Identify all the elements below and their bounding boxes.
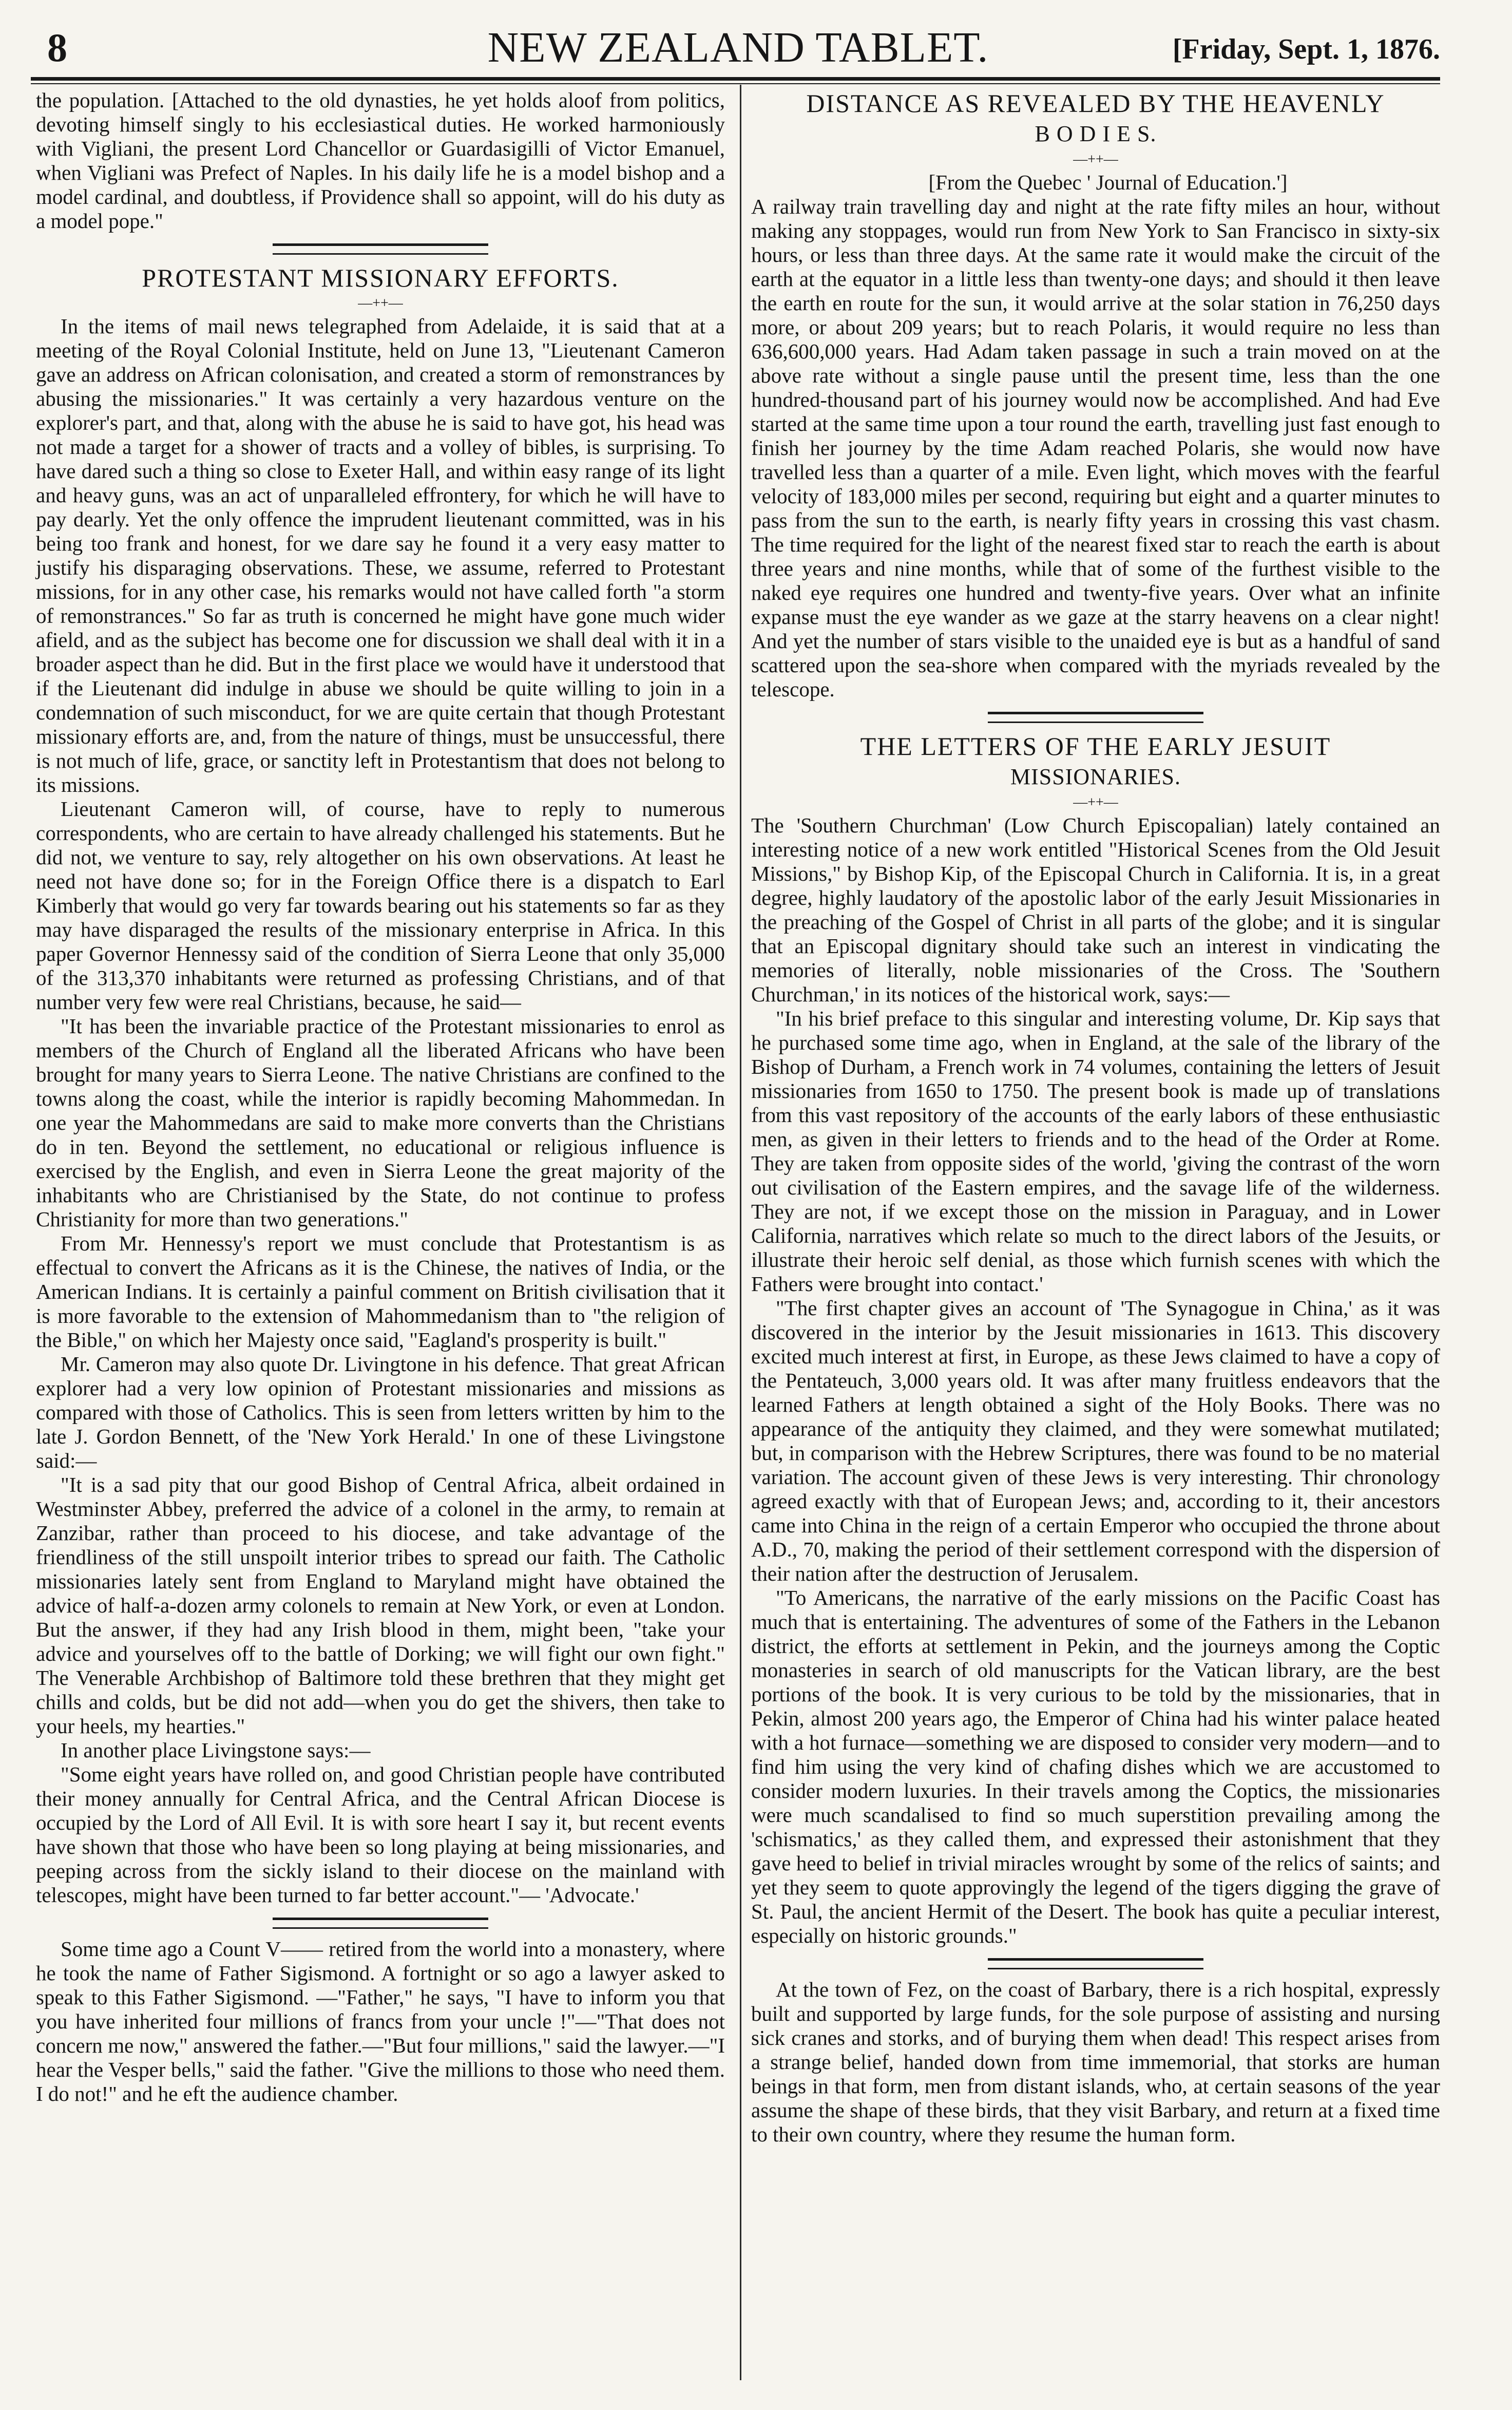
quoted-paragraph: "In his brief preface to this singular and interesting volume, Dr. Kip says that he purchased some time ago, when in England, at the sale of the library of the Bishop of Durham, a French work in 74 volumes, containing the letters of Jesuit missionaries from 1650 to 1750. The present book is made up of translations from this vast repository of the accounts of the early labors of these enthusiastic men, as given in their letters to friends and to the head of the Order at Rome. They are taken from opposite sides of the world, 'giving the contrast of the worn out civilisation of the Eastern empires, and the savage life of the wilderness. They are not, if we except those on the mission in Paraguay, and in Lower California, narratives which relate so much to the direct labors of the Jesuits, or illustrate their heroic self denial, as those which furnish scenes with which the Fathers were brought into contact.'	[751, 1007, 1440, 1296]
article-source: [From the Quebec ' Journal of Education.']	[928, 170, 1288, 194]
article-paragraph: Mr. Cameron may also quote Dr. Livingtone in his defence. That great African explorer had a very low opinion of Protestant missionaries and missions as compared with those of Catholics. This is seen from letters written by him to the late J. Gordon Bennett, of the 'New York Herald.' In one of these Livingstone said:—	[36, 1352, 725, 1472]
article-paragraph: In the items of mail news telegraphed from Adelaide, it is said that at a meeting of the Royal Colonial Institute, held on June 13, "Lieutenant Cameron gave an address on African colonisation, and created a storm of remonstrances by abusing the missionaries." It was certainly a very hazardous venture on the explorer's part, and that, along with the abuse he is said to have got, his head was not made a target for a shower of tracts and a volley of bibles, is surprising. To have dared such a thing so close to Exeter Hall, and within easy range of its light and heavy guns, was an act of unparalleled effrontery, for which he will have to pay dearly. Yet the only offence the imprudent lieutenant committed, was in his being too frank and honest, for we dare say he found it a very easy matter to justify his disparaging observations. These, we assume, referred to Protestant missions, for in any other case, his remarks would not have called forth "a storm of remonstrances." So far as truth is concerned he might have gone much wider afield, and as the subject has become one for discussion we shall deal with it in a broader aspect than he did. But in the first place we would have it understood that if the Lieutenant did indulge in abuse we should be quite willing to join in a condemnation of such misconduct, for we are quite certain that though Protestant missionary efforts are, and, from the nature of things, must be unsuccessful, there is not much of life, grace, or sanctity left in Protestantism that does not belong to its missions.	[36, 314, 725, 796]
article-jesuit-missionaries	[751, 731, 1440, 1948]
masthead	[36, 21, 1440, 69]
column-divider	[740, 85, 741, 2380]
article-paragraph: Some time ago a Count V—— retired from the world into a monastery, where he took the name of Father Sigismond. A fortnight or so ago a lawyer asked to speak to this Father Sigismond. —"Father," he says, "I have to inform you that you have inherited four millions of francs from your uncle !"—"That does not concern me now," answered the father.—"But four millions," said the lawyer.—"I hear the Vesper bells," said the father. "Give the millions to those who need them. I do not!" and he eft the audience chamber.	[36, 1937, 725, 2105]
quoted-paragraph: "It is a sad pity that our good Bishop of Central Africa, albeit ordained in Westminster Abbey, preferred the advice of a colonel in the army, to remain at Zanzibar, rather than proceed to his diocese, and take advantage of the friendliness of the still unspoilt interior tribes to spread our faith. The Catholic missionaries lately sent from England to Maryland might have obtained the advice of half-a-dozen army colonels to remain at New York, or even at London. But the answer, if they had any Irish blood in them, might been, "take your advice and yourselves off to the battle of Dorking; we will fight our own fight." The Venerable Archbishop of Baltimore told these brethren that they might get chills and colds, but be did not add—when you do get the shivers, then take to your heels, my hearties."	[36, 1473, 725, 1738]
section-separator	[988, 712, 1203, 723]
masthead-title: NEW ZEALAND TABLET.	[487, 24, 989, 71]
quoted-paragraph: "It has been the invariable practice of the Protestant missionaries to enrol as members of the Church of England all the liberated Africans who have been brought for many years to Sierra Leone. The native Christians are confined to the towns along the coast, while the interior is rapidly becoming Mahommedan. In one year the Mahommedans are said to make more converts than the Christians do in ten. Beyond the settlement, no educational or religious influence is exercised by the English, and even in Sierra Leone the great majority of the inhabitants who are Christianised by the State, do not continue to profess Christianity for more than two generations."	[36, 1014, 725, 1231]
section-separator	[273, 243, 488, 255]
article-paragraph: Lieutenant Cameron will, of course, have to reply to numerous correspondents, who are certain to have already challenged his statements. But he did not, we venture to say, rely altogether on his own observations. At least he need not have done so; for in the Foreign Office there is a dispatch to Earl Kimberly that would go very far towards bearing out his statements so far as they may have disparaged the results of the missionary enterprise in Africa. In this paper Governor Hennessy said of the condition of Sierra Leone that only 35,000 of the 313,370 inhabitants were returned as professing Christians, and of that number very few were real Christians, because, he said—	[36, 797, 725, 1014]
quoted-paragraph: "The first chapter gives an account of 'The Synagogue in China,' as it was discovered in the interior by the Jesuit missionaries in 1613. This discovery excited much interest at first, in Europe, as these Jews claimed to have a copy of the Pentateuch, 3,000 years old. It was after many fruitless endeavors that the learned Fathers at length obtained a sight of the Holy Books. There was no appearance of the antiquity they claimed, and they were somewhat mutilated; but, in comparison with the Hebrew Scriptures, there was found to be no material variation. The account given of these Jews is very interesting. Thir chronology agreed exactly with that of European Jews; and, according to it, their ancestors came into China in the reign of a certain Emperor who occupied the throne about A.D., 70, making the period of their settlement correspond with the dispersion of their nation after the destruction of Jerusalem.	[751, 1296, 1440, 1585]
article-heading: THE LETTERS OF THE EARLY JESUIT	[860, 732, 1331, 761]
article-paragraph: The 'Southern Churchman' (Low Church Episcopalian) lately contained an interesting notice of a new work entitled "Historical Scenes from the Old Jesuit Missions," by Bishop Kip, of the Episcopal Church in California. It is, in a great degree, highly laudatory of the apostolic labor of the early Jesuit Missionaries in the preaching of the Gospel of Christ in all parts of the globe; and it is singular that an Episcopal dignitary should take such an interest in vindicating the memories of literally, noble missionaries of the Cross. The 'Southern Churchman,' in its notices of the historical work, says:—	[751, 813, 1440, 1006]
heading-ornament: —++—	[1073, 794, 1118, 810]
section-separator	[988, 1958, 1203, 1969]
section-separator	[273, 1918, 488, 1929]
continued-paragraph: the population. [Attached to the old dynasties, he yet holds aloof from politics, devoting himself singly to his ecclesiastical duties. He worked harmoniously with Vigliani, the present Lord Chancellor or Guardasigilli of Victor Emanuel, when Vigliani was Prefect of Naples. In his daily life he is a model bishop and a model cardinal, and doubtless, if Providence shall so appoint, will do his duty as a model pope."	[36, 88, 725, 233]
quoted-paragraph: "To Americans, the narrative of the early missions on the Pacific Coast has much that is entertaining. The adventures of some of the Fathers in the Lebanon district, the efforts at settlement in Pekin, and the journeys among the Coptic monasteries in search of old manuscripts for the Vatican library, are the best portions of the book. It is very curious to be told by the missionaries, that in Pekin, almost 200 years ago, the Emperor of China had his winter palace heated with a hot furnace—something we are disposed to consider very modern—and to find him using the very kind of chafing dishes which we are accustomed to consider modern luxuries. In their travels among the Coptics, the missionaries were much scandalised to find so much superstition prevailing among the 'schismatics,' as they called them, and expressed their astonishment that they gave heed to belief in trivial miracles wrought by some of the relics of saints; and yet they seem to quote approvingly the legend of the tigers digging the grave of St. Paul, the ancient Hermit of the Desert. The book has quite a peculiar interest, especially on historic grounds."	[751, 1586, 1440, 1947]
right-column	[751, 88, 1440, 2147]
heading-ornament: —++—	[1073, 151, 1118, 167]
article-heading: DISTANCE AS REVEALED BY THE HEAVENLY	[806, 89, 1385, 118]
article-paragraph: At the town of Fez, on the coast of Barbary, there is a rich hospital, expressly built and supported by large funds, for the sole purpose of assisting and nursing sick cranes and storks, and of burying them when dead! This respect arises from a strange belief, handed down from time immemorial, that storks are human beings in that form, men from distant islands, who, at certain seasons of the year assume the shape of these birds, that they visit Barbary, and return at a fixed time to their own country, where they resume the human form.	[751, 1978, 1440, 2146]
left-column	[36, 88, 725, 2106]
issue-date: [Friday, Sept. 1, 1876.	[1172, 33, 1440, 65]
article-father-sigismond	[36, 1937, 725, 2106]
article-heading-line2: B O D I E S.	[1035, 121, 1157, 146]
article-paragraph: A railway train travelling day and night at the rate fifty miles an hour, without making any stoppages, would run from New York to San Francisco in sixty-six hours, or less than three days. At the same rate it would make the circuit of the earth at the equator in a little less than twenty-one days; and should it then leave the earth en route for the sun, it would arrive at the solar station in 76,250 days more, or about 209 years; but to reach Polaris, it would require no less than 636,600,000 years. Had Adam taken passage in such a train moved on at the above rate without a single pause until the present time, less than the one hundred-thousand part of his journey would now be accomplished. And had Eve started at the same time upon a tour round the earth, travelling just fast enough to finish her journey by the time Adam reached Polaris, she would now have travelled less than a quarter of a mile. Even light, which moves with the fearful velocity of 183,000 miles per second, requiring but eight and a quarter minutes to pass from the sun to the earth, is nearly fifty years in crossing this vast chasm. The time required for the light of the nearest fixed star to reach the earth is about three years and nine months, while that of some of the furthest visible to the naked eye requires one hundred and twenty-five years. Over what an infinite expanse must the eye wander as we gaze at the starry heavens on a clear night! And yet the number of stars visible to the unaided eye is but as a handful of sand scattered upon the sea-shore when compared with the myriads revealed by the telescope.	[751, 195, 1440, 701]
page-number: 8	[47, 25, 67, 70]
article-storks-of-fez	[751, 1978, 1440, 2147]
article-heading-line2: MISSIONARIES.	[1010, 764, 1181, 789]
article-paragraph: In another place Livingstone says:—	[61, 1738, 371, 1762]
article-distance-heavenly-bodies	[751, 88, 1440, 701]
header-rule	[31, 77, 1440, 81]
heading-ornament: —++—	[358, 295, 403, 311]
article-paragraph: From Mr. Hennessy's report we must conclude that Protestantism is as effectual to convert the Africans as it is the Chinese, the natives of India, or the American Indians. It is certainly a painful comment on British civilisation that it is more favorable to the extension of Mahommedanism than to "the religion of the Bible," on which her Majesty once said, "Eagland's prosperity is built."	[36, 1231, 725, 1352]
article-protestant-missionary-efforts	[36, 263, 725, 1907]
article-heading: PROTESTANT MISSIONARY EFFORTS.	[142, 263, 619, 292]
header-rule-thin	[31, 83, 1440, 84]
quoted-paragraph: "Some eight years have rolled on, and good Christian people have contributed their money annually for Central Africa, and the Central African Diocese is occupied by the Lord of All Evil. It is with sore heart I say it, but recent events have shown that those who have been so long playing at being missionaries, and peeping across from the sickly island to their diocese on the mainland with telescopes, might have been turned to far better account."— 'Advocate.'	[36, 1762, 725, 1907]
